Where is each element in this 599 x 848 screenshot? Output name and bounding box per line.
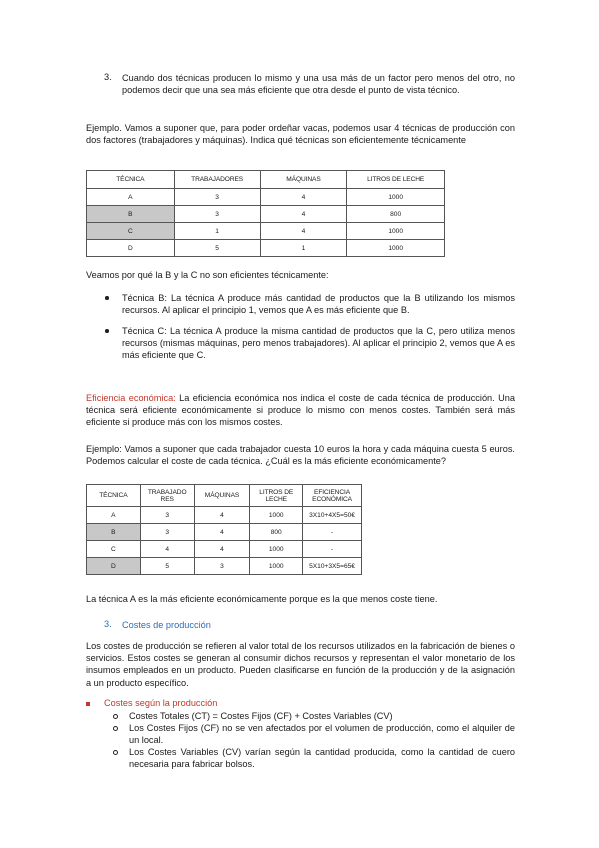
- table-cell: 5: [140, 558, 194, 575]
- costes-list-item: Los Costes Variables (CV) varían según la cantidad producida, como la cantidad de cuero necesaria para fabricar bolsos.: [129, 747, 515, 770]
- table-cell: 4: [140, 541, 194, 558]
- table-row: [87, 206, 445, 223]
- table-cell: 3X10+4X5=50€: [303, 507, 362, 524]
- table-header: LITROS DE LECHE: [347, 171, 445, 189]
- bullet-icon: [105, 329, 109, 333]
- table-cell: B: [87, 206, 175, 223]
- technique-table: [86, 170, 445, 257]
- circle-bullet-icon: [113, 726, 118, 731]
- table-row: [87, 189, 445, 206]
- veamos-text: Veamos por qué la B y la C no son eficientes técnicamente:: [86, 270, 329, 280]
- table-cell: D: [87, 558, 141, 575]
- table-header: TÉCNICA: [87, 485, 141, 507]
- section-title: Costes de producción: [122, 620, 211, 630]
- table-cell: 4: [260, 189, 347, 206]
- item-number: 3.: [104, 72, 112, 82]
- table-row: [87, 524, 362, 541]
- table-cell: 4: [194, 507, 250, 524]
- table-header: TRABAJADO RES: [140, 485, 194, 507]
- table-cell: 1000: [347, 223, 445, 240]
- table-cell: 1000: [347, 189, 445, 206]
- table-header: LITROS DE LECHE: [250, 485, 303, 507]
- costes-list-title: Costes según la producción: [104, 698, 218, 708]
- item-3-text: Cuando dos técnicas producen lo mismo y una usa más de un factor pero menos del otro, no podemos decir que una sea más eficiente que otra desde el punto de vista técnico.: [122, 73, 515, 96]
- table-cell: 1000: [347, 240, 445, 257]
- table-cell: 4: [260, 223, 347, 240]
- table-cell: 4: [260, 206, 347, 223]
- table-cell: 5X10+3X5=65€: [303, 558, 362, 575]
- circle-bullet-icon: [113, 750, 118, 755]
- table-cell: C: [87, 541, 141, 558]
- table-header: EFICIENCIA ECONÓMICA: [303, 485, 362, 507]
- table-cell: 5: [174, 240, 260, 257]
- bullet-item: Técnica B: La técnica A produce más cantidad de productos que la B utilizando los mismos recursos. Al aplicar el principio 1, vemos que A es más eficiente que B.: [122, 293, 515, 316]
- table-cell: D: [87, 240, 175, 257]
- bullet-icon: [105, 296, 109, 300]
- table-cell: 1000: [250, 558, 303, 575]
- table-header: TÉCNICA: [87, 171, 175, 189]
- table-cell: 1000: [250, 541, 303, 558]
- table-cell: 3: [140, 507, 194, 524]
- table-cell: 3: [140, 524, 194, 541]
- table-row: [87, 240, 445, 257]
- conclusion-text: La técnica A es la más eficiente económicamente porque es la que menos coste tiene.: [86, 594, 438, 604]
- table-row: [87, 223, 445, 240]
- eficiencia-label: Eficiencia económica:: [86, 393, 176, 403]
- table-cell: 800: [250, 524, 303, 541]
- eficiencia-text: La eficiencia económica nos indica el coste de cada técnica de producción. Una técnica será eficiente económicamente si produce lo mismo con menos costes. También será más eficiente si produce más con los mismos costes.: [86, 393, 515, 428]
- example-2-paragraph: Ejemplo: Vamos a suponer que cada trabajador cuesta 10 euros la hora y cada máquina cuesta 5 euros. Podemos calcular el coste de cada técnica. ¿Cuál es la más eficiente económicamente?: [86, 444, 515, 467]
- table-header: MÁQUINAS: [260, 171, 347, 189]
- table-cell: C: [87, 223, 175, 240]
- table-cell: 800: [347, 206, 445, 223]
- costes-intro-paragraph: Los costes de producción se refieren al valor total de los recursos utilizados en la fabricación de bienes o servicios. Estos costes se generan al consumir dichos recursos y representan el valor monetario de los insumos empleados en un producto. Pueden clasificarse en función de la producción y de la asignación a un producto específico.: [86, 641, 515, 688]
- table-cell: 1: [174, 223, 260, 240]
- eficiencia-paragraph: [86, 392, 515, 429]
- table-row: [87, 558, 362, 575]
- square-bullet-icon: [86, 702, 90, 706]
- costes-list-item: Costes Totales (CT) = Costes Fijos (CF) + Costes Variables (CV): [129, 711, 393, 721]
- table-cell: B: [87, 524, 141, 541]
- costes-list-item: Los Costes Fijos (CF) no se ven afectados por el volumen de producción, como el alquiler de un local.: [129, 723, 515, 746]
- circle-bullet-icon: [113, 714, 118, 719]
- table-row: [87, 507, 362, 524]
- table-cell: A: [87, 507, 141, 524]
- table-cell: 3: [174, 189, 260, 206]
- economic-table: [86, 484, 362, 575]
- example-1-paragraph: Ejemplo. Vamos a suponer que, para poder ordeñar vacas, podemos usar 4 técnicas de producción con dos factores (trabajadores y máquinas). Indica qué técnicas son eficientemente técnicamente: [86, 123, 515, 146]
- table-cell: -: [303, 541, 362, 558]
- table-cell: 3: [174, 206, 260, 223]
- table-cell: 4: [194, 541, 250, 558]
- table-cell: -: [303, 524, 362, 541]
- table-header: MÁQUINAS: [194, 485, 250, 507]
- table-cell: 1: [260, 240, 347, 257]
- table-cell: 1000: [250, 507, 303, 524]
- table-cell: 3: [194, 558, 250, 575]
- bullet-item: Técnica C: La técnica A produce la misma cantidad de productos que la C, pero utiliza menos recursos (mismas máquinas, pero menos trabajadores). Al aplicar el principio 2, vemos que A es más eficiente que C.: [122, 326, 515, 361]
- table-cell: 4: [194, 524, 250, 541]
- table-row: [87, 541, 362, 558]
- table-header: TRABAJADORES: [174, 171, 260, 189]
- section-number: 3.: [104, 619, 112, 629]
- table-cell: A: [87, 189, 175, 206]
